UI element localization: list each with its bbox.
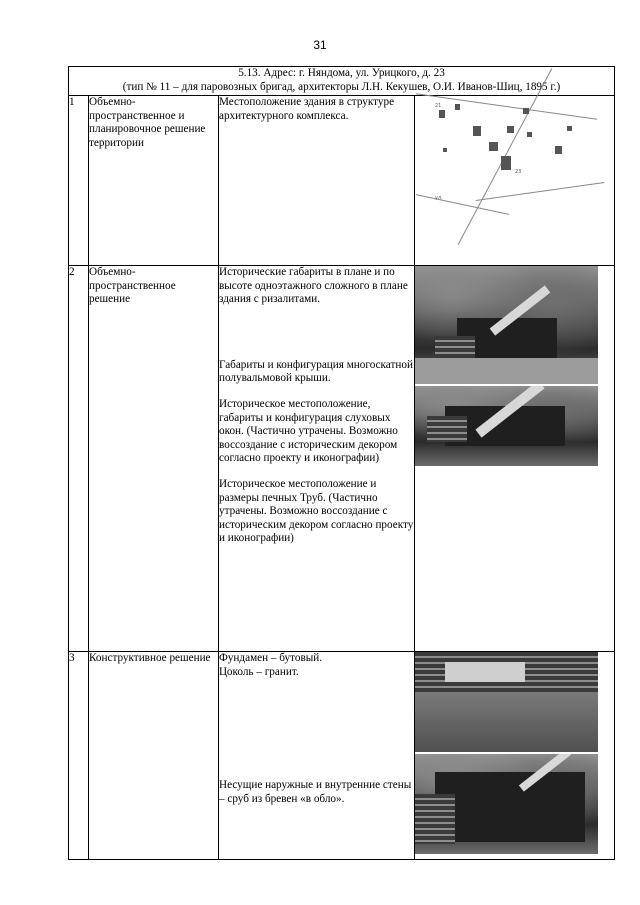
description-text: Цоколь – гранит. [219,665,299,678]
row-number: 2 [69,266,89,652]
heritage-table [68,66,615,860]
site-plan-image [415,96,598,214]
description-text: Местоположение здания в структуре архитектурного комплекса. [219,96,395,122]
section-header [69,67,615,96]
row-image-cell [415,652,615,860]
building-photo [415,386,598,466]
table-header-row [69,67,615,96]
row-number: 1 [69,96,89,266]
row-number: 3 [69,652,89,860]
building-photo [415,266,598,384]
description-text: Исторические габариты в плане и по высоте одноэтажного сложного в плане здания с ризалитами. [219,266,408,306]
table-row [69,652,615,860]
description-text: Фундамен – бутовый. [219,652,323,664]
row-image-cell [415,96,615,266]
row-name: Конструктивное решение [89,652,219,860]
map-label: ул. [435,195,443,201]
description-text: Габариты и конфигурация многоскатной полувальмовой крыши. [219,358,413,385]
row-name: Объемно-пространственное решение [89,266,219,652]
row-description [219,96,415,266]
map-label: 21 [435,103,442,109]
foundation-photo [415,652,598,752]
page-number: 31 [313,38,327,52]
table-row [69,96,615,266]
row-image-cell [415,266,615,652]
row-description [219,652,415,860]
row-name: Объемно-пространственное и планировочное решение территории [89,96,219,266]
description-text: Историческое местоположение, габариты и конфигурация слуховых окон. (Частично утрачены. Возможно воссоздание с историческим декором согласно проекту и иконографии) [219,397,398,465]
section-subtitle: (тип № 11 – для паровозных бригад, архитекторы Л.Н. Кекушев, О.И. Иванов-Шиц, 1895 г.) [122,80,561,93]
wall-photo [415,754,598,854]
description-text: Несущие наружные и внутренние стены – сруб из бревен «в обло». [219,779,412,805]
section-title: 5.13. Адрес: г. Няндома, ул. Урицкого, д. 23 [238,67,445,79]
description-text: Историческое местоположение и размеры печных Труб. (Частично утрачены. Возможно воссоздание с историческим декором согласно проекту и иконографии) [219,477,414,545]
map-label: 23 [515,169,522,175]
table-row [69,266,615,652]
row-description [219,266,415,652]
